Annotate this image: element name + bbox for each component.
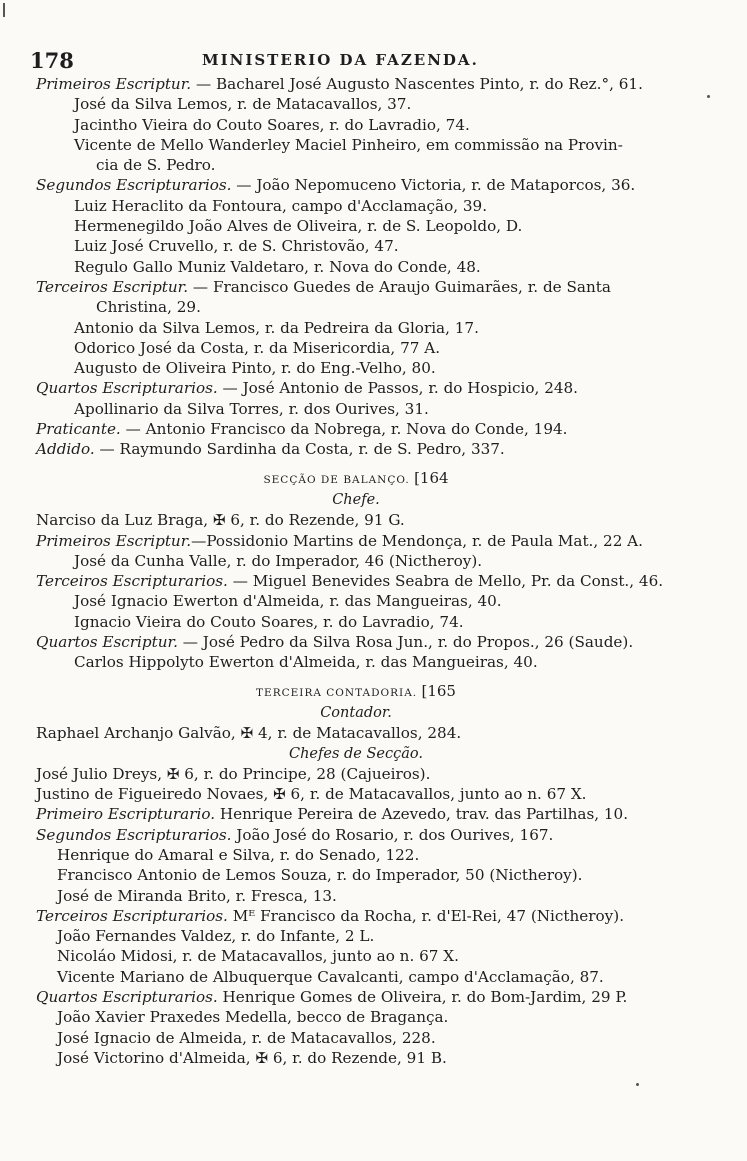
entry-text: Francisco Antonio de Lemos Souza, r. do Imperador, 50 (Nictheroy).: [57, 866, 583, 885]
section-label: TERCEIRA CONTADORIA.: [256, 686, 418, 699]
entry-text: Henrique do Amaral e Silva, r. do Senado, 122.: [57, 845, 420, 864]
entry-text: 6, r. do Rezende, 91 G.: [225, 511, 405, 530]
entry-line: [36, 399, 676, 419]
entry-text: Luiz José Cruvello, r. de S. Christovão, 47.: [74, 237, 399, 256]
entry-line: [36, 155, 676, 175]
section-heading: [36, 681, 676, 703]
entry-line: [36, 135, 676, 155]
entry-line: [36, 723, 676, 743]
entry-line: [36, 1048, 676, 1068]
entry-text: — Antonio Francisco da Nobrega, r. Nova do Conde, 194.: [120, 420, 568, 439]
order-cross-icon: ✠: [166, 764, 180, 783]
entry-line: [36, 318, 676, 338]
entry-line: [36, 115, 676, 135]
entry-text: Henrique Pereira de Azevedo, trav. das Partilhas, 10.: [215, 805, 629, 824]
entry-text: Christina, 29.: [96, 298, 201, 317]
entry-text: — José Pedro da Silva Rosa Jun., r. do Propos., 26 (Saude).: [177, 633, 634, 652]
entry-line: [36, 216, 676, 236]
entry-line: [36, 865, 676, 885]
entry-text: João José do Rosario, r. dos Ourives, 167.: [231, 825, 554, 844]
role-title: Primeiros Escriptur.: [36, 75, 192, 93]
entry-text: Apollinario da Silva Torres, r. dos Ourives, 31.: [74, 399, 429, 418]
entry-line: [36, 1007, 676, 1027]
section-heading: [36, 468, 676, 490]
entry-line: [36, 804, 676, 824]
entry-line: [36, 338, 676, 358]
entry-text: João Xavier Praxedes Medella, becco de Bragança.: [57, 1008, 449, 1027]
order-cross-icon: ✠: [240, 724, 254, 743]
entry-name: Raphael Archanjo Galvão,: [36, 724, 241, 743]
entry-line: [36, 764, 676, 784]
role-title: Quartos Escripturarios.: [36, 379, 218, 398]
role-title: Quartos Escriptur.: [36, 633, 178, 652]
role-title: Addido.: [36, 440, 95, 459]
entry-text: Nicoláo Midosi, r. de Matacavallos, junto ao n. 67 X.: [57, 947, 459, 966]
role-title: Praticante.: [36, 420, 121, 439]
entry-line: [36, 439, 676, 459]
entry-text: —Possidonio Martins de Mendonça, r. de Paula Mat., 22 A.: [191, 531, 643, 550]
entry-line: [36, 277, 676, 297]
entry-text: — Raymundo Sardinha da Costa, r. de S. Pedro, 337.: [94, 440, 505, 459]
entry-text: Carlos Hippolyto Ewerton d'Almeida, r. das Mangueiras, 40.: [74, 653, 538, 672]
entry-name: José Victorino d'Almeida,: [57, 1048, 256, 1067]
entry-line: [36, 419, 676, 439]
entry-line: [36, 886, 676, 906]
entry-line: [36, 378, 676, 398]
entry-text: Antonio da Silva Lemos, r. da Pedreira da Gloria, 17.: [74, 318, 479, 337]
entry-text: Augusto de Oliveira Pinto, r. do Eng.-Velho, 80.: [74, 359, 436, 378]
entry-line: [36, 987, 676, 1007]
spacer: [36, 460, 676, 468]
page-number: 178: [30, 48, 74, 73]
entry-line: [36, 825, 676, 845]
entry-line: [36, 358, 676, 378]
order-cross-icon: ✠: [212, 511, 226, 530]
entry-text: cia de S. Pedro.: [96, 156, 216, 175]
entry-line: [36, 196, 676, 216]
subheading: Chefes de Secção.: [289, 745, 423, 762]
entry-line: [36, 531, 676, 551]
entry-line: [36, 632, 676, 652]
entry-line: [36, 74, 676, 94]
entry-name: Narciso da Luz Braga,: [36, 511, 213, 530]
subheading: Contador.: [320, 704, 392, 721]
entry-text: — Miguel Benevides Seabra de Mello, Pr. da Const., 46.: [227, 572, 664, 591]
role-title: Segundos Escripturarios.: [36, 825, 232, 844]
entry-text: Luiz Heraclito da Fontoura, campo d'Acclamação, 39.: [74, 196, 488, 215]
section-label: SECÇÃO DE BALANÇO.: [263, 473, 410, 486]
entry-text: 6, r. de Matacavallos, junto ao n. 67 X.: [285, 785, 587, 804]
role-title: Primeiros Escriptur.: [36, 531, 192, 550]
entry-line: [36, 946, 676, 966]
entry-line: [36, 612, 676, 632]
role-title: Terceiros Escripturarios.: [36, 572, 228, 591]
entry-text: Mᴱ Francisco da Rocha, r. d'El-Rei, 47 (Nictheroy).: [227, 906, 625, 925]
entry-line: [36, 1028, 676, 1048]
entry-line: [36, 297, 676, 317]
entry-text: Henrique Gomes de Oliveira, r. do Bom-Jardim, 29 P.: [217, 988, 628, 1007]
entry-text: — João Nepomuceno Victoria, r. de Mataporcos, 36.: [231, 176, 636, 195]
entry-line: [36, 257, 676, 277]
role-title: Terceiros Escriptur.: [36, 277, 189, 296]
print-speck: [707, 95, 710, 98]
entry-name: José Julio Dreys,: [36, 764, 167, 783]
document-body: [36, 74, 676, 1068]
entry-text: — José Antonio de Passos, r. do Hospicio, 248.: [217, 379, 579, 398]
entry-line: [36, 94, 676, 114]
entry-text: 4, r. de Matacavallos, 284.: [253, 724, 462, 743]
entry-text: — Francisco Guedes de Araujo Guimarães, r. de Santa: [188, 277, 611, 296]
role-title: Terceiros Escripturarios.: [36, 906, 228, 925]
entry-text: 6, r. do Rezende, 91 B.: [268, 1048, 447, 1067]
entry-text: Odorico José da Costa, r. da Misericordia, 77 A.: [74, 338, 441, 357]
print-speck: [636, 1083, 639, 1086]
section-number: [164: [414, 468, 449, 487]
entry-text: José da Silva Lemos, r. de Matacavallos, 37.: [74, 95, 412, 114]
role-title: Quartos Escripturarios.: [36, 988, 218, 1007]
order-cross-icon: ✠: [273, 785, 286, 804]
entry-text: Regulo Gallo Muniz Valdetaro, r. Nova do Conde, 48.: [74, 257, 481, 276]
entry-line: [36, 236, 676, 256]
entry-line: [36, 510, 676, 530]
entry-text: Vicente Mariano de Albuquerque Cavalcanti, campo d'Acclamação, 87.: [57, 967, 604, 986]
role-title: Primeiro Escripturario.: [36, 805, 216, 824]
print-speck: [3, 3, 5, 17]
spacer: [36, 673, 676, 681]
entry-line: [36, 591, 676, 611]
entry-line: [36, 571, 676, 591]
entry-text: Jacintho Vieira do Couto Soares, r. do Lavradio, 74.: [74, 115, 470, 134]
entry-text: Ignacio Vieira do Couto Soares, r. do Lavradio, 74.: [74, 612, 464, 631]
entry-line: [36, 551, 676, 571]
entry-text: Vicente de Mello Wanderley Maciel Pinheiro, em commissão na Provin-: [74, 135, 623, 154]
entry-line: [36, 652, 676, 672]
entry-text: José da Cunha Valle, r. do Imperador, 46 (Nictheroy).: [74, 551, 483, 570]
entry-text: José Ignacio de Almeida, r. de Matacavallos, 228.: [57, 1028, 436, 1047]
running-title: MINISTERIO DA FAZENDA.: [202, 51, 479, 69]
entry-line: [36, 967, 676, 987]
role-title: Segundos Escripturarios.: [36, 176, 232, 195]
subheading: Chefe.: [332, 491, 380, 508]
entry-line: [36, 175, 676, 195]
page-header: [30, 48, 690, 72]
entry-text: 6, r. do Principe, 28 (Cajueiros).: [179, 764, 431, 783]
entry-line: [36, 906, 676, 926]
entry-line: [36, 845, 676, 865]
section-number: [165: [421, 681, 456, 700]
entry-text: José Ignacio Ewerton d'Almeida, r. das Mangueiras, 40.: [74, 592, 502, 611]
entry-text: João Fernandes Valdez, r. do Infante, 2 L.: [57, 927, 375, 946]
entry-line: [36, 926, 676, 946]
entry-name: Justino de Figueiredo Novaes,: [36, 785, 274, 804]
entry-text: Hermenegildo João Alves de Oliveira, r. de S. Leopoldo, D.: [74, 217, 523, 236]
order-cross-icon: ✠: [255, 1048, 269, 1067]
entry-text: — Bacharel José Augusto Nascentes Pinto, r. do Rez.°, 61.: [191, 75, 643, 93]
entry-text: José de Miranda Brito, r. Fresca, 13.: [57, 886, 337, 905]
entry-line: [36, 784, 676, 804]
